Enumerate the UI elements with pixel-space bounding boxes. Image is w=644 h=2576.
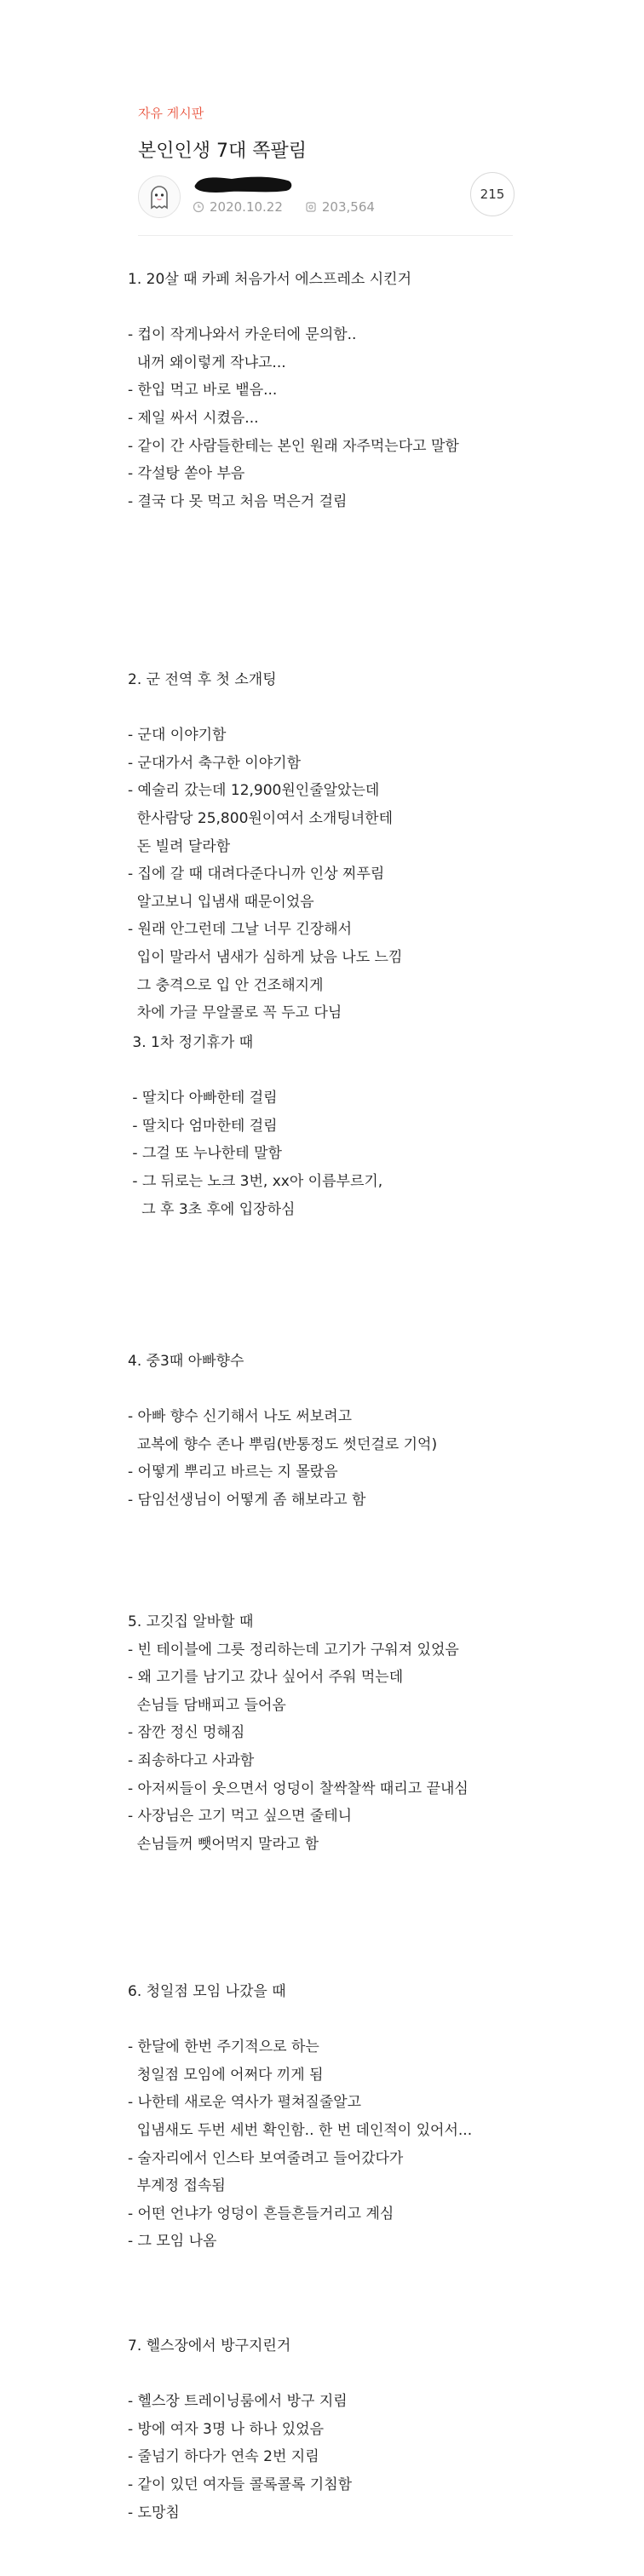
post-line: - 도망침 xyxy=(128,2504,180,2521)
ghost-avatar-icon xyxy=(145,182,174,211)
post-line: 4. 중3때 아빠향수 xyxy=(128,1353,244,1370)
post-line: - 줄넘기 하다가 연속 2번 지림 xyxy=(128,2448,319,2465)
post-line: - 컵이 작게나와서 카운터에 문의함.. xyxy=(128,326,357,343)
post-line: 3. 1차 정기휴가 때 xyxy=(128,1034,254,1051)
post-line: - 같이 있던 여자들 콜록콜록 기침함 xyxy=(128,2476,353,2493)
comment-count-button[interactable] xyxy=(470,172,515,216)
post-line: - 각설탕 쏟아 부음 xyxy=(128,465,245,482)
post-line: - 죄송하다고 사과함 xyxy=(128,1752,255,1769)
author-name-redacted xyxy=(193,174,295,194)
post-line: - 빈 테이블에 그릇 정리하는데 고기가 구워져 있었음 xyxy=(128,1642,459,1659)
post-line: - 집에 갈 때 대려다준다니까 인상 찌푸림 xyxy=(128,865,385,883)
post-line: 그 후 3초 후에 입장하심 xyxy=(128,1201,296,1218)
post-line: 입이 말라서 냄새가 심하게 났음 나도 느낌 xyxy=(128,949,403,966)
clock-icon xyxy=(193,201,204,213)
post-line: - 군대가서 축구한 이야기함 xyxy=(128,755,301,772)
post-line: - 방에 여자 3명 나 하나 있었음 xyxy=(128,2421,325,2438)
post-line: 5. 고깃집 알바할 때 xyxy=(128,1613,254,1630)
post-line: - 술자리에서 인스타 보여줄려고 들어갔다가 xyxy=(128,2150,404,2167)
post-line: 손님들꺼 뺏어먹지 말라고 함 xyxy=(128,1836,319,1853)
post-line: 7. 헬스장에서 방구지린거 xyxy=(128,2337,291,2355)
post-line: - 그 모임 나옴 xyxy=(128,2233,217,2250)
eye-icon xyxy=(305,201,317,213)
post-meta xyxy=(193,199,375,215)
post-line: 입냄새도 두번 세번 확인함.. 한 번 데인적이 있어서... xyxy=(128,2122,473,2139)
post-line: - 나한테 새로운 역사가 펼쳐질줄알고 xyxy=(128,2094,362,2111)
post-line: - 한입 먹고 바로 뱉음... xyxy=(128,382,278,399)
post-views: 203,564 xyxy=(321,199,375,215)
post-line: 돈 빌려 달라함 xyxy=(128,838,231,855)
post-line: - 어떤 언냐가 엉덩이 흔들흔들거리고 계심 xyxy=(128,2205,394,2222)
author-avatar[interactable] xyxy=(138,175,181,218)
post-line: 2. 군 전역 후 첫 소개팅 xyxy=(128,671,277,688)
header-divider xyxy=(138,235,513,236)
post-line: - 딸치다 아빠한테 걸림 xyxy=(128,1090,278,1107)
post-line: - 제일 싸서 시켰음... xyxy=(128,410,259,427)
post-line: - 잠깐 정신 멍해짐 xyxy=(128,1724,245,1741)
post-line: - 결국 다 못 먹고 처음 먹은거 걸림 xyxy=(128,493,348,510)
post-line: 한사람당 25,800원이여서 소개팅녀한테 xyxy=(128,810,394,827)
post-title: 본인인생 7대 쪽팔림 xyxy=(138,141,307,162)
post-line: - 그걸 또 누나한테 말함 xyxy=(128,1145,282,1162)
post-line: - 딸치다 엄마한테 걸림 xyxy=(128,1118,278,1135)
post-line: - 사장님은 고기 먹고 싶으면 줄테니 xyxy=(128,1808,353,1825)
post-date: 2020.10.22 xyxy=(210,199,283,215)
post-line: - 한달에 한번 주기적으로 하는 xyxy=(128,2038,319,2056)
post-line: - 그 뒤로는 노크 3번, xx아 이름부르기, xyxy=(128,1173,383,1190)
comment-count: 215 xyxy=(480,187,505,202)
post-line: 교복에 향수 존나 뿌림(반통정도 썻던걸로 기억) xyxy=(128,1436,438,1453)
post-line: 알고보니 입냄새 때문이었음 xyxy=(128,894,314,911)
post-line: 내꺼 왜이렇게 작냐고... xyxy=(128,354,286,371)
post-line: - 아저씨들이 웃으면서 엉덩이 찰싹찰싹 때리고 끝내심 xyxy=(128,1780,469,1797)
post-line: 청일점 모임에 어쩌다 끼게 됨 xyxy=(128,2067,324,2084)
post-line: - 헬스장 트레이닝룸에서 방구 지림 xyxy=(128,2393,348,2410)
post-line: - 왜 고기를 남기고 갔나 싶어서 주워 먹는데 xyxy=(128,1669,404,1686)
post-line: - 군대 이야기함 xyxy=(128,727,227,744)
post-line: 6. 청일점 모임 나갔을 때 xyxy=(128,1983,286,2000)
post-line: 부계정 접속됨 xyxy=(128,2177,226,2194)
post-line: - 어떻게 뿌리고 바르는 지 몰랐음 xyxy=(128,1463,338,1481)
post-line: - 담임선생님이 어떻게 좀 해보라고 함 xyxy=(128,1492,366,1509)
post-line: - 아빠 향수 신기해서 나도 써보려고 xyxy=(128,1408,353,1425)
post-line: 차에 가글 무알콜로 꼭 두고 다님 xyxy=(128,1004,342,1021)
post-line: 1. 20살 때 카페 처음가서 에스프레소 시킨거 xyxy=(128,271,412,288)
post-line: - 예술리 갔는데 12,900원인줄알았는데 xyxy=(128,782,380,799)
post-line: 손님들 담배피고 들어옴 xyxy=(128,1697,286,1714)
post-line: - 원래 안그런데 그날 너무 긴장해서 xyxy=(128,921,353,938)
post-line: 그 충격으로 입 안 건조해지게 xyxy=(128,977,324,994)
post-line: - 같이 간 사람들한테는 본인 원래 자주먹는다고 말함 xyxy=(128,438,459,455)
board-category-label[interactable]: 자유 게시판 xyxy=(138,106,204,121)
